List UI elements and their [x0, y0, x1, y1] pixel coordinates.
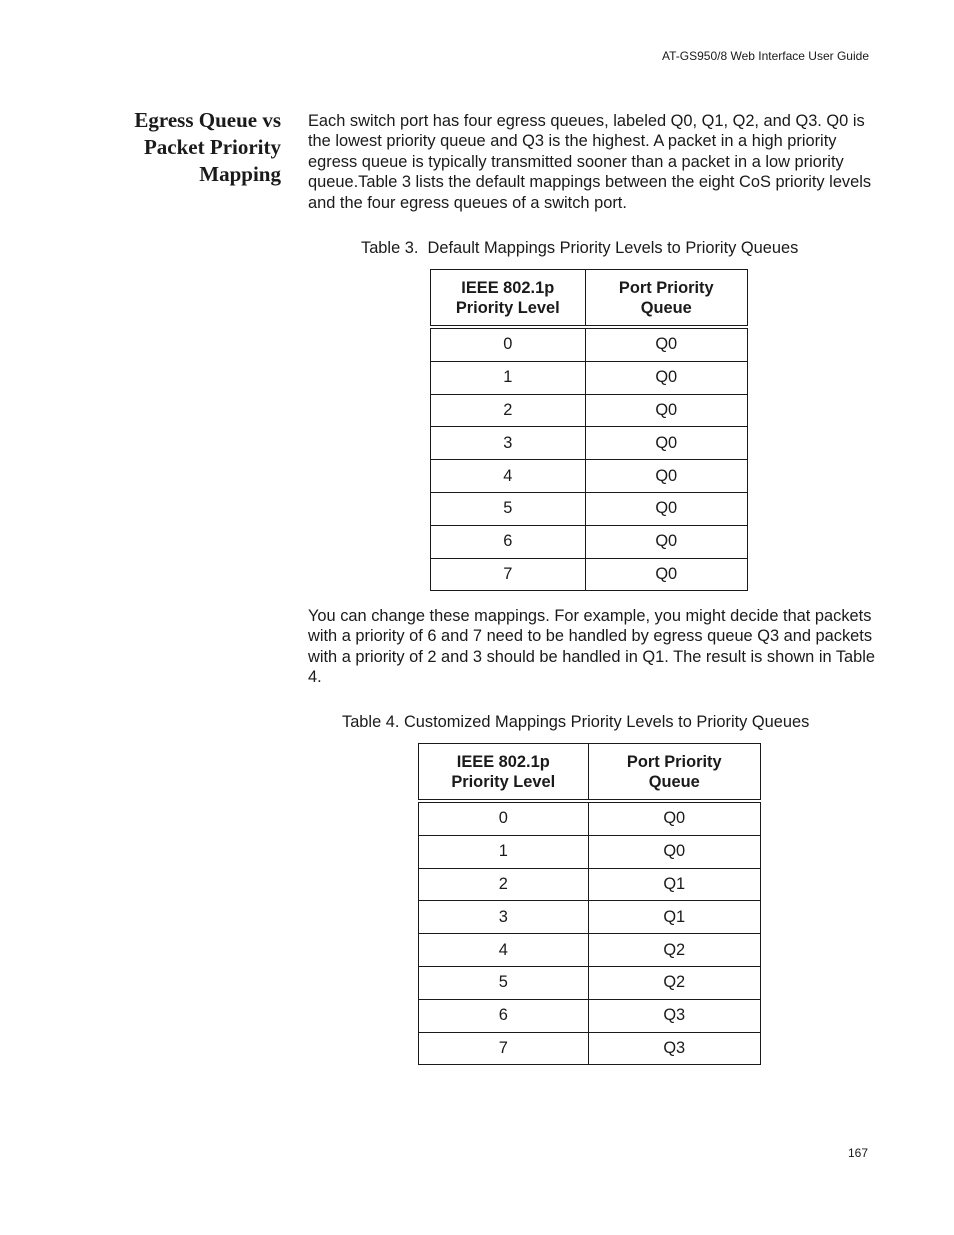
priority-level-cell: 1: [419, 835, 589, 868]
queue-cell: Q0: [585, 394, 747, 427]
table-3-default-mappings: [430, 269, 748, 591]
table-row: [431, 427, 748, 460]
queue-cell: Q3: [588, 999, 761, 1032]
priority-level-cell: 7: [431, 558, 586, 591]
section-heading-line: Packet Priority: [143, 135, 281, 159]
queue-cell: Q0: [585, 460, 747, 493]
queue-cell: Q0: [585, 492, 747, 525]
intro-paragraph: Each switch port has four egress queues, labeled Q0, Q1, Q2, and Q3. Q0 is the lowest priority queue and Q3 is the highest. A packet in a high priority egress queue is typically transmitted sooner than a packet in a low priority queue.Table 3 lists the default mappings between the eight CoS priority levels and the four egress queues of a switch port.: [308, 112, 872, 212]
queue-cell: Q1: [588, 868, 761, 901]
table-3-caption: Table 3. Default Mappings Priority Levels to Priority Queues: [361, 239, 799, 257]
column-header-port-priority-queue: Port Priority Queue: [588, 744, 761, 802]
table-row: [431, 361, 748, 394]
section-heading-line: Egress Queue vs: [134, 108, 281, 132]
priority-level-cell: 1: [431, 361, 586, 394]
queue-cell: Q0: [585, 427, 747, 460]
table-header-row: [419, 744, 761, 802]
priority-level-cell: 5: [419, 966, 589, 999]
table-row: [431, 327, 748, 361]
table-row: [419, 999, 761, 1032]
priority-level-cell: 6: [419, 999, 589, 1032]
priority-level-cell: 6: [431, 525, 586, 558]
table-row: [431, 492, 748, 525]
column-header-priority-level: IEEE 802.1p Priority Level: [431, 270, 586, 328]
table-4-caption: Table 4. Customized Mappings Priority Levels to Priority Queues: [342, 713, 810, 731]
priority-level-cell: 0: [419, 801, 589, 835]
priority-level-cell: 2: [431, 394, 586, 427]
column-header-port-priority-queue: Port Priority Queue: [585, 270, 747, 328]
table-row: [431, 394, 748, 427]
section-heading-line: Mapping: [199, 162, 281, 186]
priority-level-cell: 4: [419, 934, 589, 967]
priority-level-cell: 3: [431, 427, 586, 460]
queue-cell: Q0: [585, 361, 747, 394]
table-row: [419, 835, 761, 868]
table-row: [419, 934, 761, 967]
priority-level-cell: 3: [419, 901, 589, 934]
priority-level-cell: 7: [419, 1032, 589, 1065]
queue-cell: Q0: [585, 327, 747, 361]
table-4-customized-mappings: [418, 743, 761, 1065]
section-heading: [100, 107, 281, 188]
table-row: [419, 966, 761, 999]
page-number: 167: [847, 1146, 868, 1160]
table-row: [419, 801, 761, 835]
priority-level-cell: 2: [419, 868, 589, 901]
column-header-priority-level: IEEE 802.1p Priority Level: [419, 744, 589, 802]
queue-cell: Q1: [588, 901, 761, 934]
queue-cell: Q2: [588, 934, 761, 967]
queue-cell: Q0: [588, 801, 761, 835]
table-row: [419, 868, 761, 901]
queue-cell: Q3: [588, 1032, 761, 1065]
priority-level-cell: 5: [431, 492, 586, 525]
table-row: [419, 1032, 761, 1065]
table-row: [419, 901, 761, 934]
table-row: [431, 460, 748, 493]
priority-level-cell: 4: [431, 460, 586, 493]
table-row: [431, 558, 748, 591]
queue-cell: Q0: [585, 558, 747, 591]
table-header-row: [431, 270, 748, 328]
followup-paragraph: You can change these mappings. For example, you might decide that packets with a priority of 6 and 7 need to be handled by egress queue Q3 and packets with a priority of 2 and 3 should be handled in Q1. The result is shown in Table 4.: [308, 607, 876, 687]
queue-cell: Q2: [588, 966, 761, 999]
table-row: [431, 525, 748, 558]
queue-cell: Q0: [588, 835, 761, 868]
queue-cell: Q0: [585, 525, 747, 558]
running-header: AT-GS950/8 Web Interface User Guide: [662, 49, 869, 63]
priority-level-cell: 0: [431, 327, 586, 361]
